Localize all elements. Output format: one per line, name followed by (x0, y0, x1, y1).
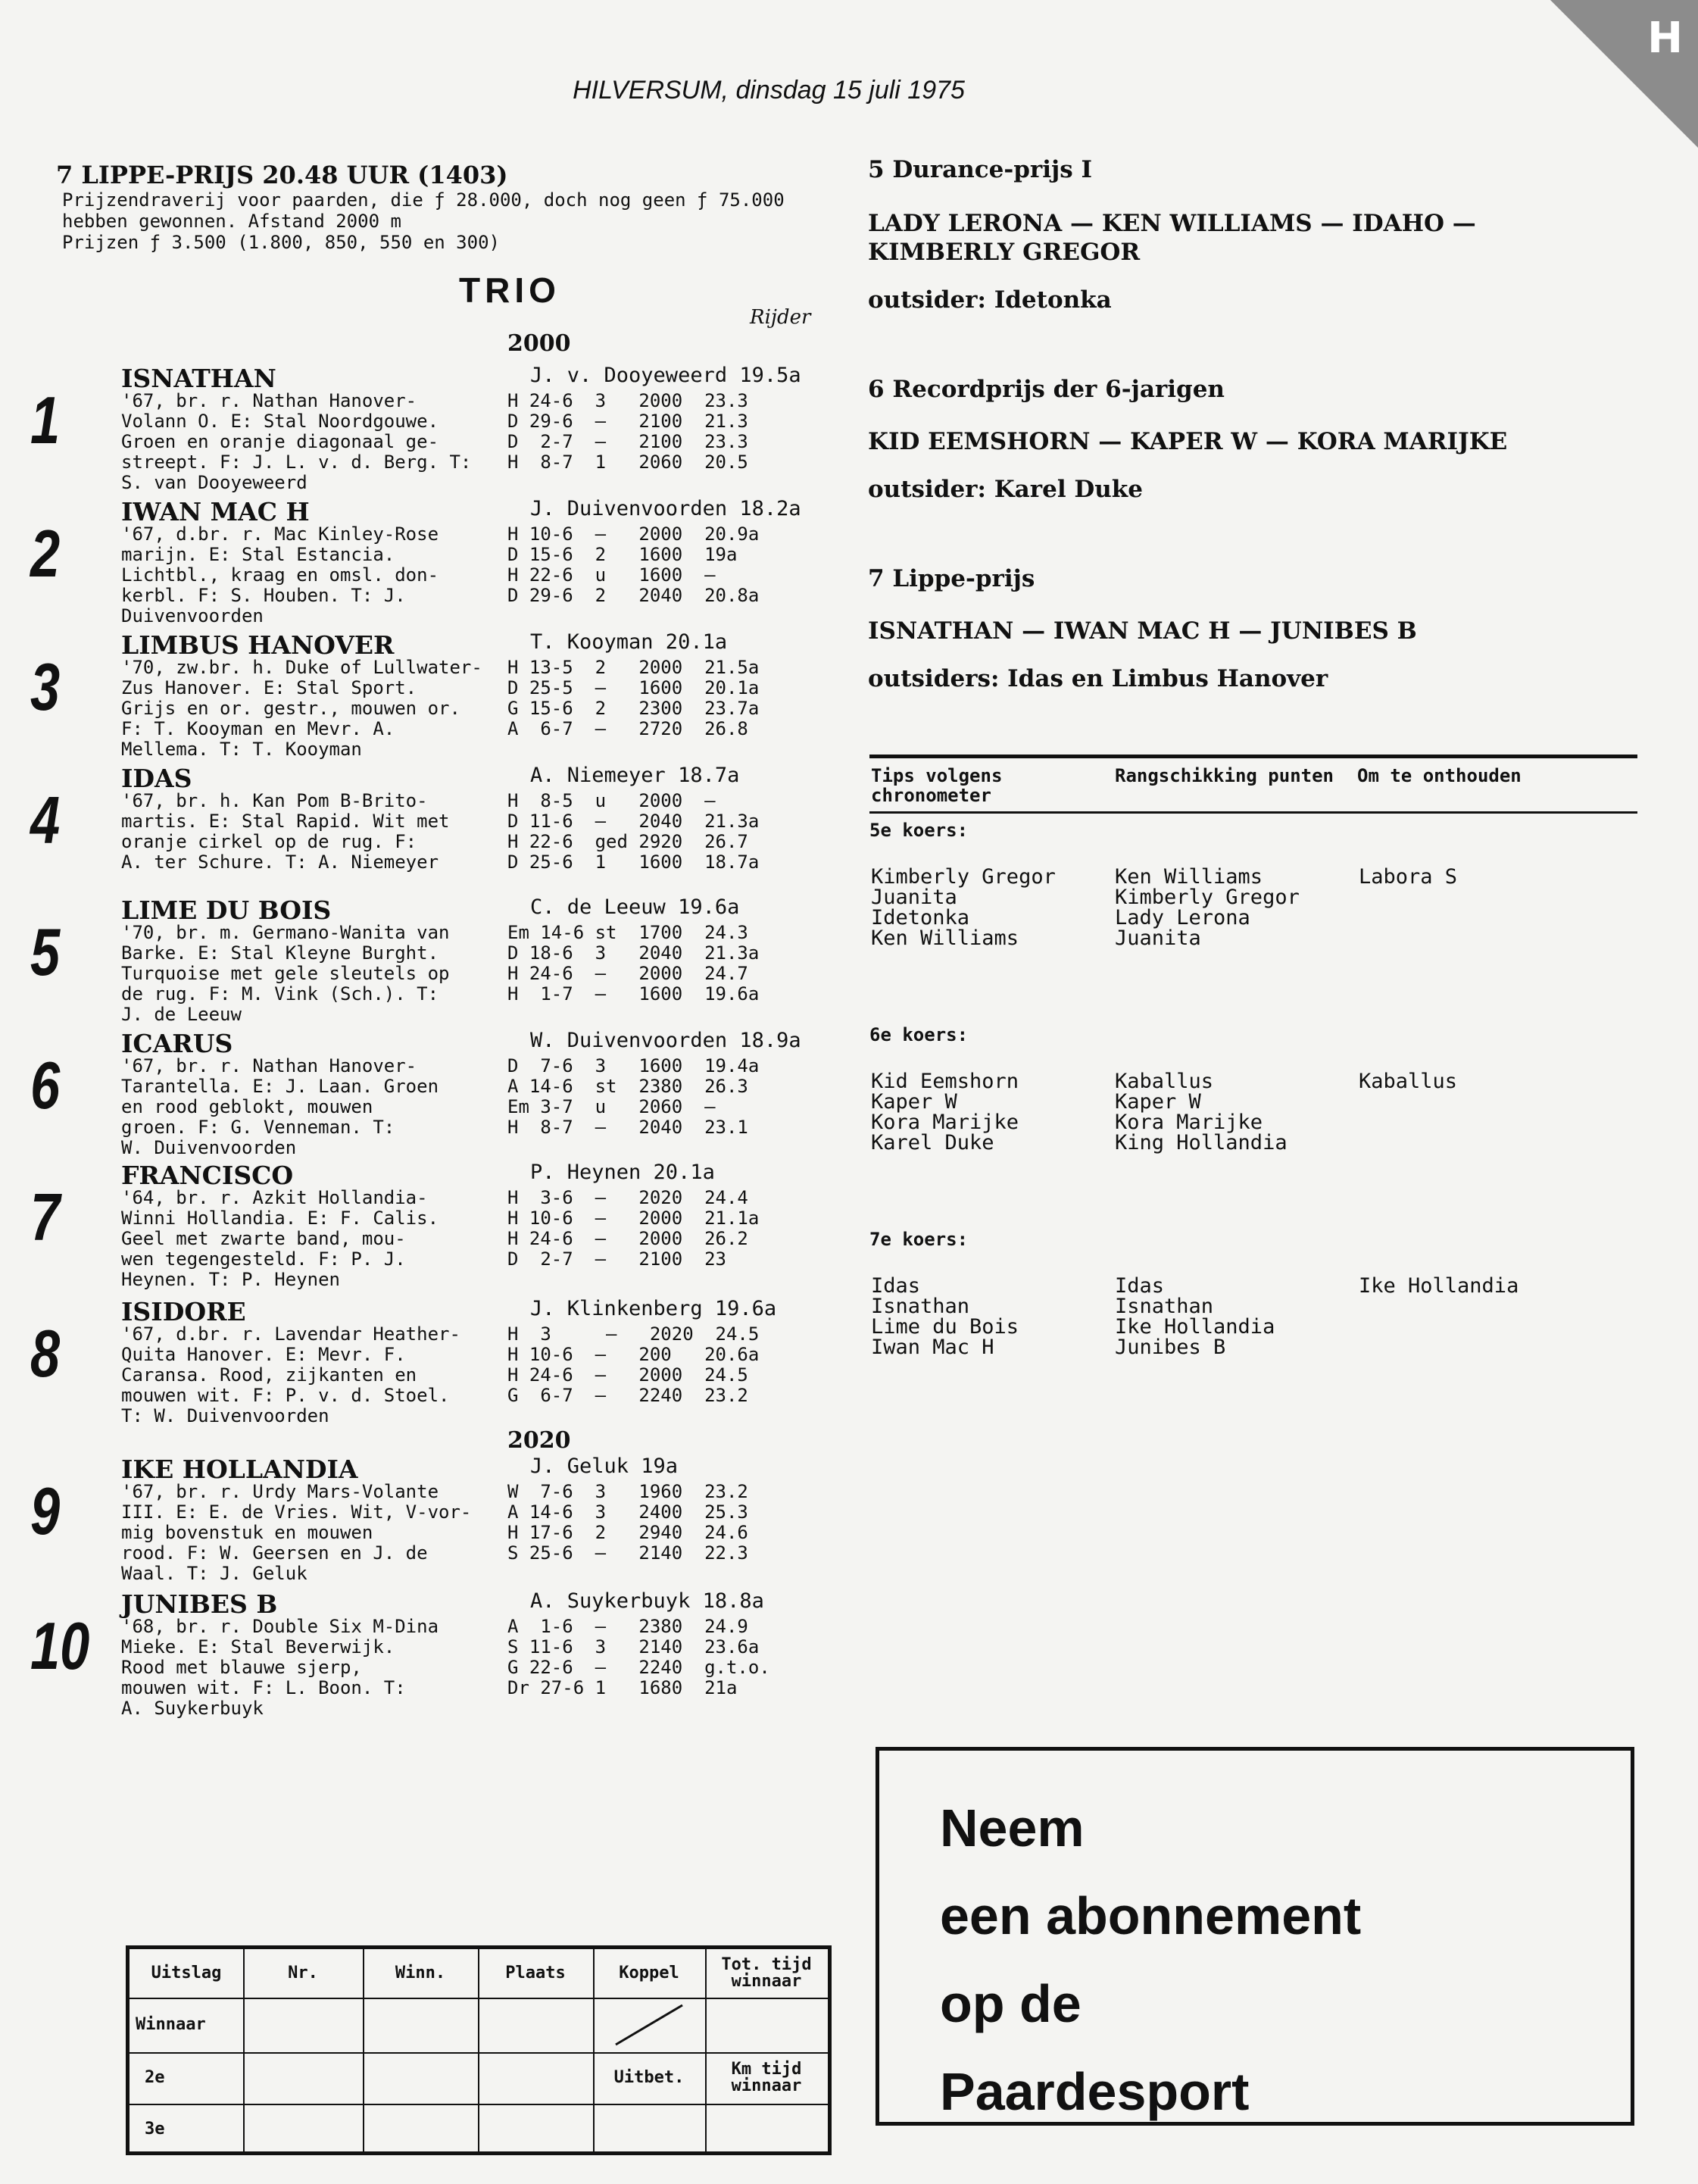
horse-results (507, 1324, 759, 1406)
horse-rider: J. Klinkenberg 19.6a (530, 1297, 777, 1320)
horse-description (121, 658, 530, 760)
horse-description (121, 1324, 530, 1426)
race-desc-line: Prijzen ƒ 3.500 (1.800, 850, 550 en 300) (62, 232, 500, 253)
result-line: H 3-6 — 2020 24.4 (507, 1187, 748, 1208)
horse-results (507, 923, 759, 1005)
tip-name: Idas (1115, 1274, 1165, 1298)
result-header: Uitslag (151, 1964, 222, 1982)
horse-rider: P. Heynen 20.1a (530, 1161, 715, 1184)
row-label: 3e (145, 2120, 165, 2139)
tips-race-block (869, 1229, 1637, 1359)
horse-desc-line: '68, br. r. Double Six M-Dina (121, 1616, 439, 1637)
race-label: 7e koers: (869, 1229, 969, 1250)
tip-name: Isnathan (1115, 1295, 1214, 1318)
result-line: G 15-6 2 2300 23.7a (507, 698, 760, 719)
horse-name: LIME DU BOIS (121, 895, 332, 925)
tip-name: Kaballus (1359, 1070, 1458, 1093)
result-line: A 6-7 — 2720 26.8 (507, 718, 748, 739)
result-header: Plaats (505, 1964, 566, 1982)
race-description (62, 189, 836, 253)
result-line: H 1-7 — 1600 19.6a (507, 983, 760, 1005)
result-form (126, 1945, 832, 2155)
result-line: A 14-6 st 2380 26.3 (507, 1076, 748, 1097)
result-line: H 17-6 2 2940 24.6 (507, 1522, 748, 1543)
tip-name: Juanita (1115, 926, 1201, 950)
horse-desc-line: Quita Hanover. E: Mevr. F. (121, 1344, 406, 1365)
result-line: D 25-6 1 1600 18.7a (507, 851, 760, 873)
uitbet-label: Uitbet. (613, 2068, 685, 2087)
tip-name: Kimberly Gregor (871, 865, 1056, 889)
result-line: D 15-6 2 1600 19a (507, 544, 738, 565)
tip-name: Kaballus (1115, 1070, 1214, 1093)
page-title: HILVERSUM, dinsdag 15 juli 1975 (573, 76, 965, 105)
prediction-heading: 5 Durance-prijs I (868, 156, 1092, 183)
result-line: A 1-6 — 2380 24.9 (507, 1616, 748, 1637)
distance-2000: 2000 (507, 330, 571, 357)
horse-desc-line: Heynen. T: P. Heynen (121, 1269, 340, 1290)
tip-name: Labora S (1359, 865, 1458, 889)
tips-column (1115, 867, 1300, 948)
horse-description (121, 1056, 530, 1158)
tip-name: Juanita (871, 886, 957, 909)
horse-desc-line: streept. F: J. L. v. d. Berg. T: (121, 451, 472, 473)
horse-desc-line: T: W. Duivenvoorden (121, 1405, 329, 1426)
horse-name: ISIDORE (121, 1297, 246, 1326)
horse-rider: J. v. Dooyeweerd 19.5a (530, 364, 801, 387)
tips-column (1359, 867, 1457, 887)
horse-desc-line: J. de Leeuw (121, 1004, 242, 1025)
tip-name: Kid Eemshorn (871, 1070, 1019, 1093)
tip-name: Junibes B (1115, 1336, 1226, 1359)
horse-desc-line: Groen en oranje diagonaal ge- (121, 431, 439, 452)
horse-name: FRANCISCO (121, 1161, 294, 1190)
tips-column (1115, 1071, 1288, 1153)
tip-name: Idas (871, 1274, 921, 1298)
ad-line: Neem (940, 1798, 1085, 1857)
result-line: H 13-5 2 2000 21.5a (507, 657, 760, 678)
result-line: D 11-6 — 2040 21.3a (507, 811, 760, 832)
result-line: D 29-6 2 2040 20.8a (507, 585, 760, 606)
horse-desc-line: A. Suykerbuyk (121, 1698, 264, 1719)
prediction-outsider: outsider: Karel Duke (868, 476, 1144, 503)
result-line: H 24-6 3 2000 23.3 (507, 390, 748, 411)
horse-desc-line: W. Duivenvoorden (121, 1137, 297, 1158)
result-line: H 22-6 ged 2920 26.7 (507, 831, 748, 852)
prediction-picks: ISNATHAN — IWAN MAC H — JUNIBES B (868, 617, 1417, 645)
row-label: Winnaar (136, 2015, 206, 2034)
horse-desc-line: Mellema. T: T. Kooyman (121, 739, 362, 760)
result-line: H 8-7 — 2040 23.1 (507, 1117, 748, 1138)
horse-results (507, 524, 759, 606)
prediction-outsider: outsider: Idetonka (868, 286, 1112, 314)
tips-column (1359, 1071, 1457, 1092)
tips-race-block (869, 820, 1637, 950)
horse-results (507, 1482, 748, 1564)
horse-desc-line: F: T. Kooyman en Mevr. A. (121, 718, 395, 739)
tip-name: Iwan Mac H (871, 1336, 994, 1359)
horse-number: 9 (30, 1473, 61, 1548)
ad-line: op de (940, 1974, 1082, 2033)
horse-desc-line: '70, br. m. Germano-Wanita van (121, 922, 450, 943)
km-tijd-label: Km tijd winnaar (731, 2060, 802, 2095)
prediction-picks: KID EEMSHORN — KAPER W — KORA MARIJKE (868, 428, 1508, 455)
horse-results (507, 391, 748, 473)
tips-header: Om te onthouden (1357, 765, 1522, 786)
tips-column (871, 1071, 1019, 1153)
horse-number: 2 (30, 516, 61, 591)
result-line: Em 14-6 st 1700 24.3 (507, 922, 748, 943)
tip-name: Ken Williams (871, 926, 1019, 950)
horse-description (121, 791, 530, 873)
horse-desc-line: Mieke. E: Stal Beverwijk. (121, 1636, 395, 1658)
result-line: H 3 — 2020 24.5 (507, 1323, 760, 1345)
horse-number: 8 (30, 1316, 61, 1391)
result-header: Koppel (619, 1964, 679, 1982)
ad-line: Paardesport (940, 2062, 1250, 2121)
horse-desc-line: Turquoise met gele sleutels op (121, 963, 450, 984)
horse-desc-line: S. van Dooyeweerd (121, 472, 307, 493)
horse-desc-line: '67, br. r. Urdy Mars-Volante (121, 1481, 439, 1502)
horse-number: 5 (30, 914, 61, 989)
tips-column (871, 867, 1056, 948)
horse-description (121, 923, 530, 1025)
horse-results (507, 791, 759, 873)
tip-name: Karel Duke (871, 1131, 994, 1154)
trio-label: TRIO (459, 270, 560, 310)
tip-name: Idetonka (871, 906, 970, 930)
slash-mark (593, 1998, 705, 2052)
result-line: D 18-6 3 2040 21.3a (507, 942, 760, 964)
result-header: Tot. tijd winnaar (721, 1955, 812, 1991)
result-line: H 8-5 u 2000 — (507, 790, 716, 811)
horse-number: 6 (30, 1048, 61, 1123)
ad-line: een abonnement (940, 1886, 1362, 1945)
tip-name: Lady Lerona (1115, 906, 1250, 930)
result-line: D 2-7 — 2100 23 (507, 1248, 726, 1270)
tips-header: Tips volgens chronometer (871, 765, 1003, 806)
horse-desc-line: '67, br. h. Kan Pom B-Brito- (121, 790, 428, 811)
horse-desc-line: kerbl. F: S. Houben. T: J. (121, 585, 406, 606)
horse-desc-line: Volann O. E: Stal Noordgouwe. (121, 411, 439, 432)
result-line: A 14-6 3 2400 25.3 (507, 1501, 748, 1523)
horse-number: 3 (30, 649, 61, 724)
tips-header-row (869, 758, 1637, 811)
horse-desc-line: Caransa. Rood, zijkanten en (121, 1364, 417, 1386)
tips-column (1115, 1276, 1275, 1358)
result-line: H 10-6 — 200 20.6a (507, 1344, 760, 1365)
tips-column (871, 1276, 1019, 1358)
horse-results (507, 1056, 759, 1138)
horse-desc-line: groen. F: G. Venneman. T: (121, 1117, 395, 1138)
result-line: D 7-6 3 1600 19.4a (507, 1055, 760, 1076)
result-line: D 25-5 — 1600 20.1a (507, 677, 760, 698)
horse-results (507, 1617, 770, 1698)
result-line: H 24-6 — 2000 26.2 (507, 1228, 748, 1249)
horse-desc-line: Barke. E: Stal Kleyne Burght. (121, 942, 439, 964)
horse-description (121, 1482, 530, 1584)
tip-name: Kora Marijke (1115, 1111, 1263, 1134)
tip-name: Kimberly Gregor (1115, 886, 1300, 909)
subscription-ad (876, 1747, 1634, 2126)
horse-desc-line: mouwen wit. F: P. v. d. Stoel. (121, 1385, 450, 1406)
horse-number: 7 (30, 1179, 61, 1254)
race-desc-line: Prijzendraverij voor paarden, die ƒ 28.000, doch nog geen ƒ 75.000 (62, 189, 785, 211)
tip-name: Ken Williams (1115, 865, 1263, 889)
prediction-outsider: outsiders: Idas en Limbus Hanover (868, 665, 1328, 692)
horse-name: IDAS (121, 764, 192, 793)
corner-letter: H (1647, 14, 1683, 63)
horse-desc-line: wen tegengesteld. F: P. J. (121, 1248, 406, 1270)
horse-rider: A. Suykerbuyk 18.8a (530, 1589, 764, 1613)
horse-name: ICARUS (121, 1029, 233, 1058)
prediction-picks: LADY LERONA — KEN WILLIAMS — IDAHO — KIMBERLY GREGOR (868, 210, 1476, 266)
horse-rider: A. Niemeyer 18.7a (530, 764, 740, 787)
result-line: S 25-6 — 2140 22.3 (507, 1542, 748, 1564)
result-line: Dr 27-6 1 1680 21a (507, 1677, 738, 1698)
tip-name: Ike Hollandia (1115, 1315, 1275, 1339)
tip-name: Kora Marijke (871, 1111, 1019, 1134)
horse-desc-line: Duivenvoorden (121, 605, 264, 626)
row-label: 2e (145, 2068, 165, 2087)
result-line: H 8-7 1 2060 20.5 (507, 451, 748, 473)
prediction-heading: 7 Lippe-prijs (868, 565, 1035, 592)
race-desc-line: hebben gewonnen. Afstand 2000 m (62, 211, 401, 232)
tips-header: Rangschikking punten (1115, 765, 1334, 786)
horse-desc-line: A. ter Schure. T: A. Niemeyer (121, 851, 439, 873)
horse-desc-line: Waal. T: J. Geluk (121, 1563, 307, 1584)
horse-desc-line: Winni Hollandia. E: F. Calis. (121, 1208, 439, 1229)
tips-column (1359, 1276, 1519, 1296)
result-line: G 6-7 — 2240 23.2 (507, 1385, 748, 1406)
result-line: H 24-6 — 2000 24.5 (507, 1364, 748, 1386)
distance-2020: 2020 (507, 1427, 571, 1454)
horse-results (507, 658, 759, 739)
horse-desc-line: oranje cirkel op de rug. F: (121, 831, 417, 852)
horse-number: 4 (30, 783, 61, 858)
horse-rider: J. Duivenvoorden 18.2a (530, 497, 801, 520)
result-line: D 2-7 — 2100 23.3 (507, 431, 748, 452)
prediction-heading: 6 Recordprijs der 6-jarigen (868, 376, 1225, 403)
result-line: S 11-6 3 2140 23.6a (507, 1636, 760, 1658)
tips-race-block (869, 1024, 1637, 1154)
divider (869, 811, 1637, 814)
horse-desc-line: Rood met blauwe sjerp, (121, 1657, 362, 1678)
horse-desc-line: '67, d.br. r. Mac Kinley-Rose (121, 523, 439, 545)
horse-desc-line: rood. F: W. Geersen en J. de (121, 1542, 428, 1564)
result-line: W 7-6 3 1960 23.2 (507, 1481, 748, 1502)
tip-name: Lime du Bois (871, 1315, 1019, 1339)
horse-description (121, 1617, 530, 1719)
race-label: 5e koers: (869, 820, 969, 841)
horse-description (121, 1188, 530, 1290)
tips-table (869, 755, 1637, 1359)
horse-description (121, 524, 530, 626)
horse-name: JUNIBES B (121, 1589, 278, 1619)
result-line: H 22-6 u 1600 — (507, 564, 716, 586)
horse-results (507, 1188, 759, 1270)
horse-desc-line: mouwen wit. F: L. Boon. T: (121, 1677, 406, 1698)
horse-rider: J. Geluk 19a (530, 1454, 679, 1478)
horse-desc-line: Grijs en or. gestr., mouwen or. (121, 698, 460, 719)
tip-name: Kaper W (871, 1090, 957, 1114)
tip-name: Kaper W (1115, 1090, 1201, 1114)
result-line: D 29-6 — 2100 21.3 (507, 411, 748, 432)
horse-description (121, 391, 530, 493)
race-header (56, 161, 836, 253)
horse-desc-line: '67, br. r. Nathan Hanover- (121, 390, 417, 411)
result-header: Winn. (395, 1964, 446, 1982)
result-header: Nr. (288, 1964, 318, 1982)
horse-rider: C. de Leeuw 19.6a (530, 895, 740, 919)
horse-desc-line: de rug. F: M. Vink (Sch.). T: (121, 983, 439, 1005)
horse-desc-line: Lichtbl., kraag en omsl. don- (121, 564, 439, 586)
horse-number: 10 (30, 1608, 90, 1683)
horse-desc-line: III. E: E. de Vries. Wit, V-vor- (121, 1501, 472, 1523)
horse-desc-line: Tarantella. E: J. Laan. Groen (121, 1076, 439, 1097)
horse-desc-line: Zus Hanover. E: Stal Sport. (121, 677, 417, 698)
horse-name: ISNATHAN (121, 364, 276, 393)
horse-name: LIMBUS HANOVER (121, 630, 395, 660)
horse-name: IKE HOLLANDIA (121, 1454, 358, 1484)
result-line: H 10-6 — 2000 20.9a (507, 523, 760, 545)
result-line: H 10-6 — 2000 21.1a (507, 1208, 760, 1229)
horse-desc-line: mig bovenstuk en mouwen (121, 1522, 373, 1543)
horse-rider: W. Duivenvoorden 18.9a (530, 1029, 801, 1052)
result-line: G 22-6 — 2240 g.t.o. (507, 1657, 770, 1678)
horse-number: 1 (30, 383, 61, 458)
race-heading: 7 LIPPE-PRIJS 20.48 UUR (1403) (56, 161, 508, 189)
tip-name: Isnathan (871, 1295, 970, 1318)
horse-desc-line: en rood geblokt, mouwen (121, 1096, 373, 1117)
race-label: 6e koers: (869, 1024, 969, 1045)
rijder-label: Rijder (750, 306, 811, 329)
horse-rider: T. Kooyman 20.1a (530, 630, 728, 654)
tip-name: Ike Hollandia (1359, 1274, 1519, 1298)
horse-desc-line: marijn. E: Stal Estancia. (121, 544, 395, 565)
horse-desc-line: '64, br. r. Azkit Hollandia- (121, 1187, 428, 1208)
horse-desc-line: Geel met zwarte band, mou- (121, 1228, 406, 1249)
tip-name: King Hollandia (1115, 1131, 1288, 1154)
horse-desc-line: martis. E: Stal Rapid. Wit met (121, 811, 450, 832)
result-line: H 24-6 — 2000 24.7 (507, 963, 748, 984)
result-line: Em 3-7 u 2060 — (507, 1096, 716, 1117)
horse-desc-line: '67, d.br. r. Lavendar Heather- (121, 1323, 460, 1345)
horse-name: IWAN MAC H (121, 497, 310, 526)
horse-desc-line: '70, zw.br. h. Duke of Lullwater- (121, 657, 482, 678)
horse-desc-line: '67, br. r. Nathan Hanover- (121, 1055, 417, 1076)
